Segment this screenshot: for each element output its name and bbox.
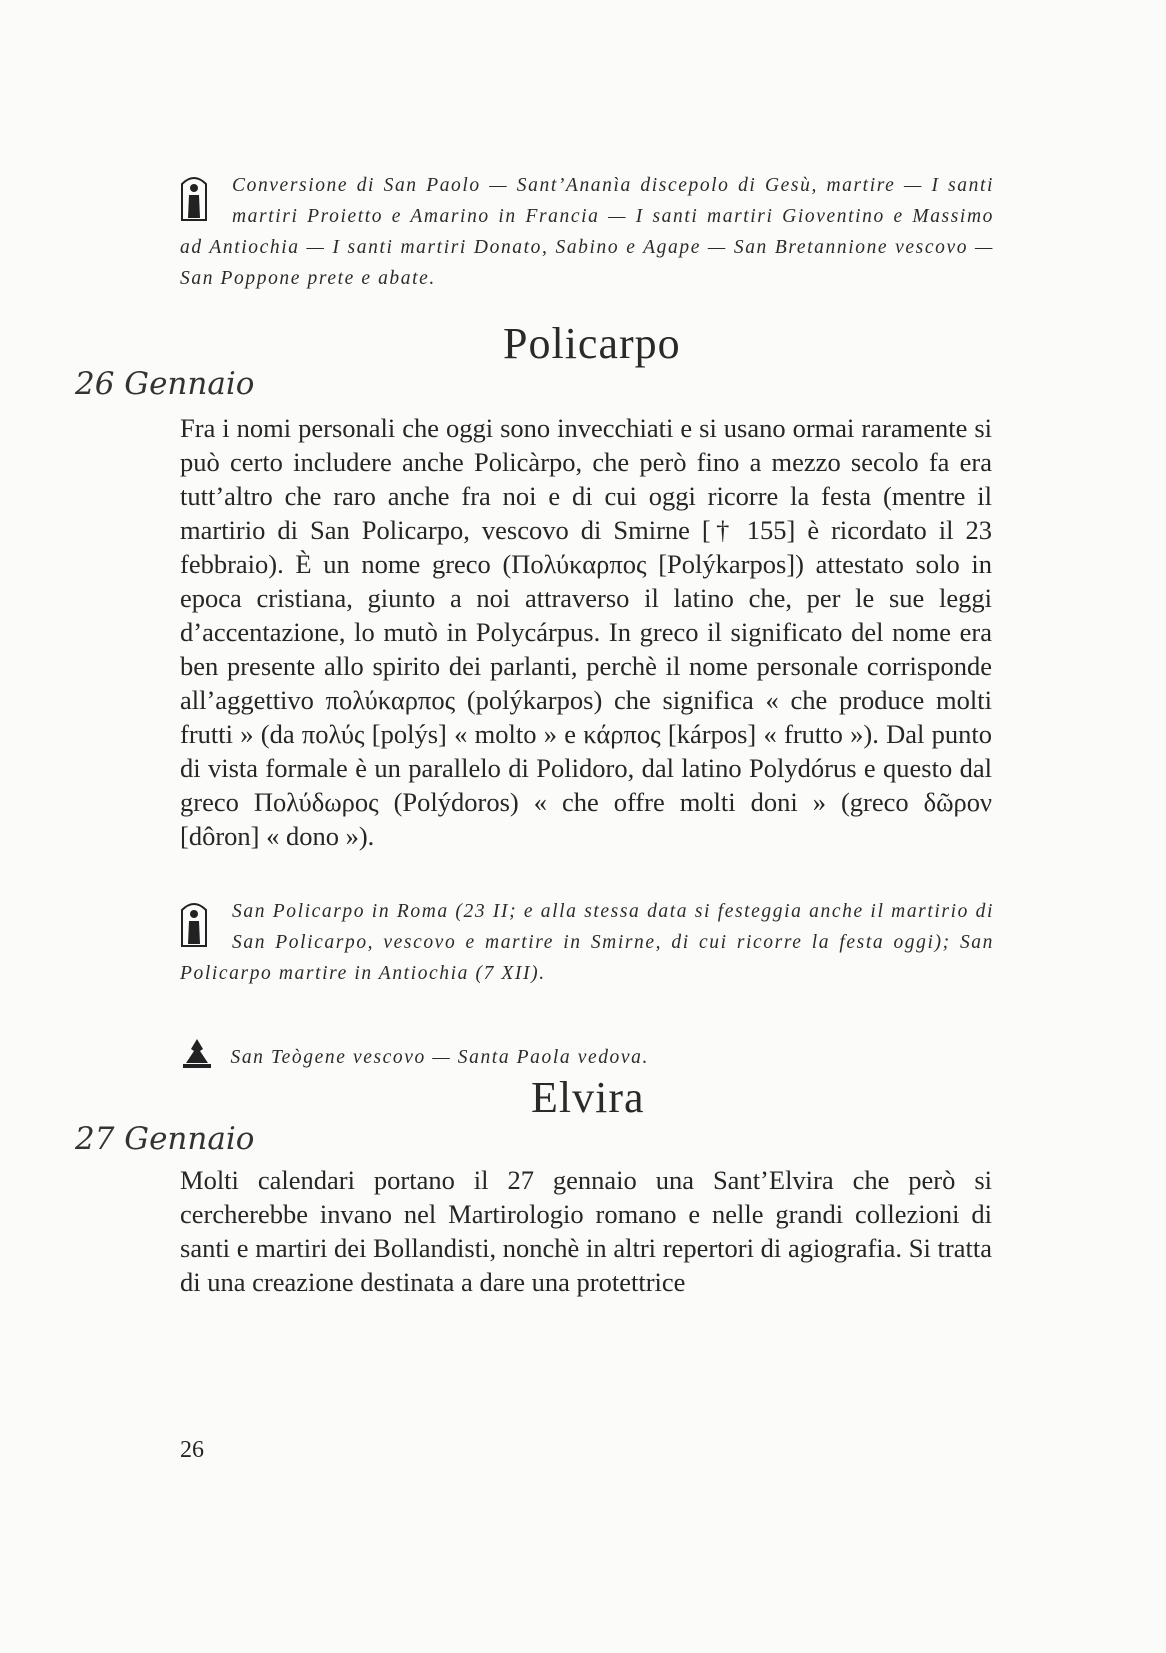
saint-figure-icon xyxy=(180,170,220,228)
eagle-emblem-icon xyxy=(180,1037,214,1071)
entry-body-policarpo: Fra i nomi personali che oggi sono invecchiati e si usano ormai raramente si può certo includere anche Policàrpo, che però fino a mezzo secolo fa era tutt’altro che raro anche fra noi e di cui oggi ricorre la festa (mentre il martirio di San Policarpo, vescovo di Smirne [† 155] è ricordato il 23 febbraio). È un nome greco (Πολύκαρπος [Polýkarpos]) attestato solo in epoca cristiana, giunto a noi attraverso il latino che, per le sue leggi d’accentazione, lo mutò in Polycárpus. In greco il significato del nome era ben presente allo spirito dei parlanti, perchè il nome personale corrisponde all’aggettivo πολύκαρπος (polýkarpos) che significa « che produce molti frutti » (da πολύς [polýs] « molto » e κάρπος [kárpos] « frutto »). Dal punto di vista formale è un parallelo di Polidoro, dal latino Polydórus e questo dal greco Πολύδωρος (Polýdoros) « che offre molti doni » (greco δῶρον [dôron] « dono »). xyxy=(180,413,992,851)
page-number: 26 xyxy=(180,1437,204,1463)
top-saints-note xyxy=(180,170,994,294)
policarpo-secondary-note xyxy=(180,1037,649,1071)
entry-title-elvira: Elvira xyxy=(531,1073,645,1122)
entry-body-elvira: Molti calendari portano il 27 gennaio una Sant’Elvira che però si cercherebbe invano nel Martirologio romano e nelle grandi collezioni di santi e martiri dei Bollandisti, nonchè in altri repertori di agiografia. Si tratta di una creazione destinata a dare una protettrice xyxy=(180,1165,992,1297)
top-note-text: Conversione di San Paolo — Sant’Ananìa discepolo di Gesù, martire — I santi martiri Proietto e Amarino in Francia — I santi martiri Gioventino e Massimo ad Antiochia — I santi martiri Donato, Sabino e Agape — San Bretannione vescovo — San Poppone prete e abate. xyxy=(180,175,994,289)
saint-figure-icon xyxy=(180,896,220,954)
entry-date-26: 26 Gennaio xyxy=(75,366,255,402)
entry-date-27: 27 Gennaio xyxy=(75,1121,255,1157)
policarpo-saints-note xyxy=(180,896,994,989)
policarpo-secondary-note-text: San Teògene vescovo — Santa Paola vedova. xyxy=(230,1047,649,1068)
entry-title-policarpo: Policarpo xyxy=(503,319,681,368)
policarpo-note-text: San Policarpo in Roma (23 II; e alla stessa data si festeggia anche il martirio di San Policarpo, vescovo e martire in Smirne, di cui ricorre la festa oggi); San Policarpo martire in Antiochia (7 XII). xyxy=(180,901,994,984)
